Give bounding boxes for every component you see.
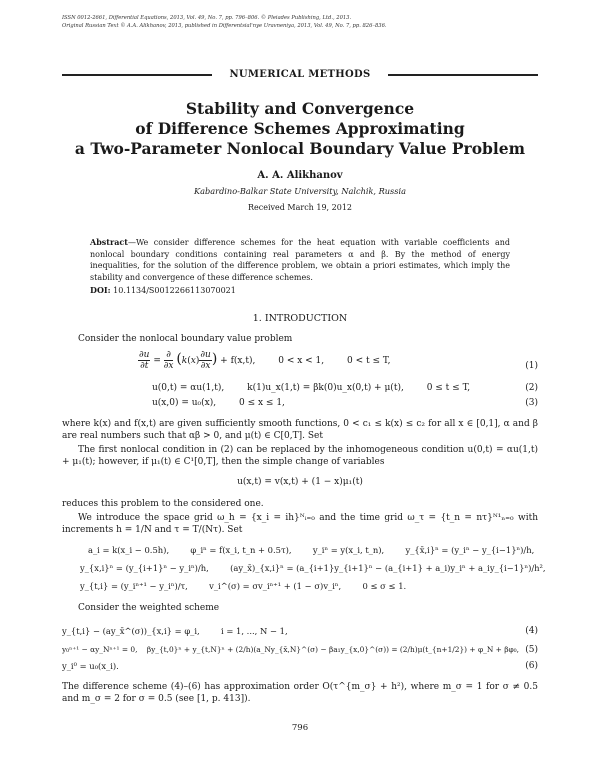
title-line-3: a Two-Parameter Nonlocal Boundary Value Problem — [74, 139, 526, 158]
du-dx-fraction: $\frac{\partial u}{\partial x}$ — [200, 350, 211, 371]
equation-5-number: (5) — [525, 645, 538, 655]
paragraph-inhomogeneous: The first nonlocal condition in (2) can be replaced by the inhomogeneous condition u(0,t) = αu(1,t) + μ₁(t); however, if μ₁(t) ∈ C¹[0,T], then the simple change of variables — [62, 445, 538, 467]
journal-header — [62, 14, 387, 30]
equation-2-number: (2) — [525, 383, 538, 393]
equation-3: u(x,0) = u₀(x), 0 ≤ x ≤ 1, — [152, 398, 285, 408]
paragraph-weighted-scheme: Consider the weighted scheme — [78, 603, 220, 613]
author-name: A. A. Alikhanov — [257, 170, 343, 181]
page-number: 796 — [291, 723, 309, 733]
title-line-1: Stability and Convergence — [185, 99, 415, 118]
paragraph-intro: Consider the nonlocal boundary value problem — [78, 334, 293, 344]
definitions-row-1: a_i = k(x_i − 0.5h), φ_iⁿ = f(x_i, t_n + 0.5τ), y_iⁿ = y(x_i, t_n), y_{x̄,i}ⁿ = (y_iⁿ − y_{i−1}ⁿ)/h, — [88, 545, 535, 555]
equation-5: y₀ⁿ⁺¹ − αy_Nⁿ⁺¹ = 0, βy_{t,0}ⁿ + y_{t,N}ⁿ + (2/h)(a_Ny_{x̄,N}^(σ) − βa₁y_{x,0}^(σ)) = (2/h)μ(t_{n+1/2}) + φ_N + βφ₀, — [62, 645, 519, 654]
doi-value[interactable]: 10.1134/S0012266113070021 — [113, 286, 236, 295]
received-date: Received March 19, 2012 — [247, 203, 353, 212]
title-line-2: of Difference Schemes Approximating — [135, 119, 465, 138]
section-label: NUMERICAL METHODS — [229, 69, 371, 80]
paragraph-approximation-order: The difference scheme (4)–(6) has approximation order O(τ^{m_σ} + h²), where m_σ = 1 for σ ≠ 0.5 and m_σ = 2 for σ = 0.5 (see [1, p. 413]). — [62, 682, 538, 704]
doi-label: DOI: — [90, 285, 111, 295]
header-line-1: ISSN 0012-2661, Differential Equations, 2013, Vol. 49, No. 7, pp. 796–806. © Pleiades Publishing, Ltd., 2013. — [62, 15, 352, 21]
abstract-label: Abstract — [90, 237, 128, 247]
equation-1-number: (1) — [525, 361, 538, 371]
change-of-variables: u(x,t) = v(x,t) + (1 − x)μ₁(t) — [237, 477, 363, 487]
equation-6: y_i⁰ = u₀(x_i). — [62, 661, 119, 671]
definitions-row-2: y_{x,i}ⁿ = (y_{i+1}ⁿ − y_iⁿ)/h, (ay_x̄)_{x,i}ⁿ = (a_{i+1}y_{i+1}ⁿ − (a_{i+1} + a_i)y_iⁿ + a_iy_{i−1}ⁿ)/h², — [80, 563, 546, 573]
header-line-2: Original Russian Text © A.A. Alikhanov, 2013, published in Differentsial'nye Uravneniya, 2013, Vol. 49, No. 7, pp. 826–836. — [62, 23, 387, 29]
equation-4-number: (4) — [525, 626, 538, 636]
equation-4: y_{t,i} − (ay_x̄^(σ))_{x,i} = φ_i, i = 1, ..., N − 1, — [62, 626, 288, 636]
author-affiliation: Kabardino-Balkar State University, Nalchik, Russia — [194, 186, 406, 196]
paragraph-assumptions: where k(x) and f(x,t) are given sufficiently smooth functions, 0 < c₁ ≤ k(x) ≤ c₂ for all x ∈ [0,1], α and β are real numbers such that αβ > 0, and μ(t) ∈ C[0,T]. Set — [62, 419, 538, 441]
banner-rule-right — [388, 74, 538, 76]
paragraph-reduces: reduces this problem to the considered one. — [62, 499, 264, 509]
equation-1-rhs: + f(x,t), 0 < x < 1, 0 < t ≤ T, — [220, 356, 391, 366]
definitions-row-3: y_{t,i} = (y_iⁿ⁺¹ − y_iⁿ)/τ, v_i^(σ) = σv_iⁿ⁺¹ + (1 − σ)v_iⁿ, 0 ≤ σ ≤ 1. — [80, 581, 407, 591]
section-banner — [62, 69, 538, 81]
equation-3-number: (3) — [525, 398, 538, 408]
section-heading-introduction: 1. INTRODUCTION — [252, 313, 348, 324]
equation-2: u(0,t) = αu(1,t), k(1)u_x(1,t) = βk(0)u_x(0,t) + μ(t), 0 ≤ t ≤ T, — [152, 383, 471, 393]
du-dt-fraction: $\frac{\partial u}{\partial t}$ — [139, 350, 150, 371]
paper-title — [62, 99, 538, 159]
abstract — [90, 237, 510, 283]
equation-6-number: (6) — [525, 661, 538, 671]
paragraph-grid: We introduce the space grid ω_h = {x_i = ih}ᴺᵢ₌₀ and the time grid ω_τ = {t_n = nτ}ᴺ¹ₙ₌₀ with increments h = 1/N and τ = T/(Nτ). Set — [62, 513, 538, 535]
d-dx-fraction: $\frac{\partial}{\partial x}$ — [163, 350, 174, 371]
doi — [90, 285, 236, 295]
abstract-text: —We consider difference schemes for the heat equation with variable coefficients and nonlocal boundary conditions containing real parameters α and β. By the method of energy inequalities, for the solution of the difference problem, we obtain a priori estimates, which imply the stability and convergence of these difference schemes. — [90, 238, 510, 282]
equation-1: $\frac{\partial u}{\partial t}$ = $\frac{\partial}{\partial x}$ (k(x) $\frac{\partial u}{\partial x}$ ) + f(x,t), 0 < x < 1, 0 < t ≤ T, — [139, 350, 391, 371]
